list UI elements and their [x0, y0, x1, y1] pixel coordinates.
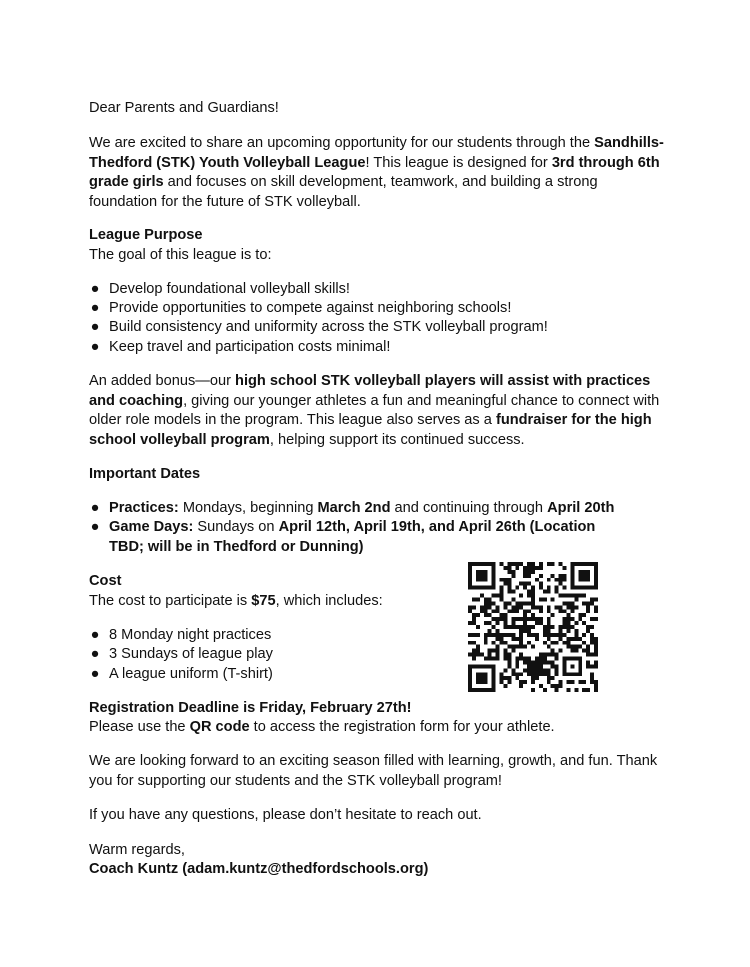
- registration-qr-code[interactable]: [467, 562, 599, 692]
- cost-lead: The cost to participate is $75, which includes:: [89, 593, 383, 609]
- registration-heading: Registration Deadline is Friday, February 27th!: [89, 700, 412, 716]
- signature: Coach Kuntz (adam.kuntz@thedfordschools.org): [89, 861, 429, 877]
- list-item: ● A league uniform (T-shirt): [109, 665, 669, 685]
- questions-paragraph: If you have any questions, please don’t hesitate to reach out.: [89, 807, 482, 823]
- bullet-icon: ●: [90, 519, 100, 535]
- purpose-heading: League Purpose: [89, 227, 203, 243]
- list-item: ● 3 Sundays of league play: [109, 645, 669, 665]
- list-item: ● Game Days: Sundays on April 12th, April 19th, and April 26th (Location TBD; will be in Thedford or Dunning): [90, 519, 596, 555]
- list-item: ● Practices: Mondays, beginning March 2nd and continuing through April 20th: [109, 499, 669, 519]
- bullet-icon: ●: [90, 300, 100, 316]
- bullet-icon: ●: [90, 319, 100, 335]
- closing-paragraph: We are looking forward to an exciting season filled with learning, growth, and fun. Thank you for supporting our students and the STK volleyball program!: [89, 753, 658, 789]
- greeting: Dear Parents and Guardians!: [89, 100, 279, 116]
- list-item: ● Build consistency and uniformity across the STK volleyball program!: [109, 318, 669, 338]
- bullet-icon: ●: [90, 339, 100, 355]
- list-item: ● 8 Monday night practices: [109, 626, 669, 646]
- bonus-paragraph: An added bonus—our high school STK volleyball players will assist with practices and coaching, giving our younger athletes a fun and meaningful chance to connect with older role models in the program. This league also serves as a fundraiser for the high school volleyball program, helping support its continued success.: [89, 373, 660, 448]
- bullet-icon: ●: [90, 646, 100, 662]
- purpose-lead: The goal of this league is to:: [89, 247, 272, 263]
- registration-text: Please use the QR code to access the registration form for your athlete.: [89, 719, 555, 735]
- list-item: ● Develop foundational volleyball skills!: [109, 280, 669, 300]
- list-item: ● Keep travel and participation costs minimal!: [109, 338, 669, 358]
- intro-paragraph: We are excited to share an upcoming opportunity for our students through the Sandhills-Thedford (STK) Youth Volleyball League! This league is designed for 3rd through 6th grade girls and focuses on skill development, teamwork, and building a strong foundation for the future of STK volleyball.: [89, 135, 664, 210]
- cost-heading: Cost: [89, 573, 122, 589]
- dates-heading: Important Dates: [89, 466, 201, 482]
- bullet-icon: ●: [90, 500, 100, 516]
- bullet-icon: ●: [90, 627, 100, 643]
- list-item: ● Provide opportunities to compete against neighboring schools!: [109, 299, 669, 319]
- signoff: Warm regards,: [89, 842, 185, 858]
- bullet-icon: ●: [90, 666, 100, 682]
- bullet-icon: ●: [90, 281, 100, 297]
